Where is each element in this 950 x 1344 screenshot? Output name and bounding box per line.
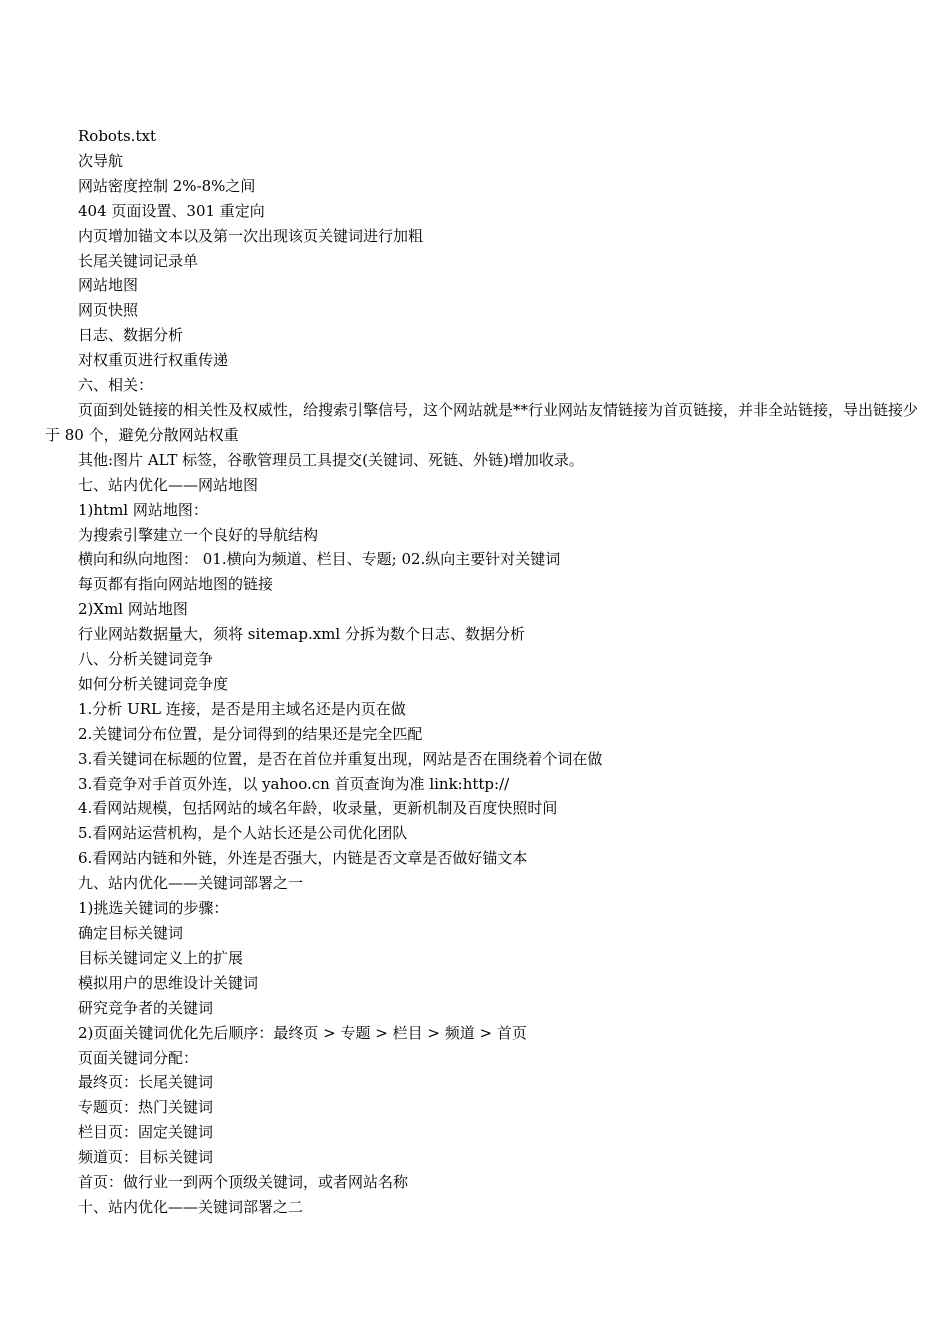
paragraph-channel-page: 频道页：目标关键词 [78, 1148, 214, 1167]
section-heading-8: 八、分析关键词竞争 [78, 650, 214, 669]
section-heading-6: 六、相关： [78, 376, 154, 395]
paragraph-xml-sitemap: 2)Xml 网站地图 [78, 600, 188, 619]
section-heading-9: 九、站内优化——关键词部署之一 [78, 874, 304, 893]
paragraph-optimization-order: 2)页面关键词优化先后顺序：最终页 > 专题 > 栏目 > 频道 > 首页 [78, 1023, 527, 1042]
paragraph-keyword-extension: 目标关键词定义上的扩展 [78, 948, 244, 967]
paragraph-keyword-steps: 1)挑选关键词的步骤： [78, 899, 229, 918]
paragraph-horizontal-vertical: 横向和纵向地图： 01.横向为频道、栏目、专题; 02.纵向主要针对关键词 [78, 550, 561, 569]
list-item-4: 4.看网站规模，包括网站的域名年龄，收录量，更新机制及百度快照时间 [78, 799, 558, 818]
paragraph-nav-structure: 为搜索引擎建立一个良好的导航结构 [78, 525, 319, 544]
paragraph-final-page: 最终页：长尾关键词 [78, 1073, 214, 1092]
paragraph-target-keyword: 确定目标关键词 [78, 924, 184, 942]
paragraph-snapshot: 网页快照 [78, 301, 139, 320]
paragraph-html-sitemap: 1)html 网站地图： [78, 500, 208, 519]
list-item-3b: 3.看竞争对手首页外连，以 yahoo.cn 首页查询为准 link:http:// [78, 774, 510, 793]
paragraph-competition-how: 如何分析关键词竞争度 [78, 674, 229, 693]
section-heading-7: 七、站内优化——网站地图 [78, 475, 259, 494]
paragraph-404-301: 404 页面设置、301 重定向 [78, 201, 265, 220]
paragraph-keyword-allocation: 页面关键词分配： [78, 1048, 199, 1067]
paragraph-split-sitemap: 行业网站数据量大，须将 sitemap.xml 分拆为数个日志、数据分析 [78, 625, 525, 644]
paragraph-robots: Robots.txt [78, 127, 156, 145]
paragraph-home-page: 首页：做行业一到两个顶级关键词，或者网站名称 [78, 1173, 409, 1192]
paragraph-user-thinking: 模拟用户的思维设计关键词 [78, 973, 259, 992]
paragraph-link-to-sitemap: 每页都有指向网站地图的链接 [78, 575, 274, 594]
list-item-3a: 3.看关键词在标题的位置，是否在首位并重复出现，网站是否在围绕着个词在做 [78, 749, 603, 768]
document-body [45, 124, 930, 1220]
list-item-5: 5.看网站运营机构，是个人站长还是公司优化团队 [78, 824, 408, 843]
paragraph-link-relevance: 页面到处链接的相关性及权威性，给搜索引擎信号，这个网站就是**行业网站友情链接为首页链接，并非全站链接，导出链接少于 80 个，避免分散网站权重 [45, 400, 919, 444]
paragraph-weight-transfer: 对权重页进行权重传递 [78, 351, 229, 370]
paragraph-column-page: 栏目页：固定关键词 [78, 1123, 214, 1142]
paragraph-log-analysis: 日志、数据分析 [78, 326, 184, 345]
paragraph-density: 网站密度控制 2%-8%之间 [78, 176, 256, 195]
list-item-2: 2.关键词分布位置，是分词得到的结果还是完全匹配 [78, 724, 423, 743]
list-item-6: 6.看网站内链和外链，外连是否强大，内链是否文章是否做好锚文本 [78, 849, 528, 868]
paragraph-secondary-nav: 次导航 [78, 151, 124, 170]
paragraph-sitemap: 网站地图 [78, 276, 139, 295]
paragraph-long-tail: 长尾关键词记录单 [78, 251, 199, 270]
paragraph-competitor-keywords: 研究竞争者的关键词 [78, 998, 214, 1017]
list-item-1: 1.分析 URL 连接，是否是用主域名还是内页在做 [78, 699, 406, 718]
paragraph-anchor-text: 内页增加锚文本以及第一次出现该页关键词进行加粗 [78, 226, 424, 245]
paragraph-other: 其他:图片 ALT 标签，谷歌管理员工具提交(关键词、死链、外链)增加收录。 [78, 450, 584, 469]
section-heading-10: 十、站内优化——关键词部署之二 [78, 1197, 304, 1216]
paragraph-topic-page: 专题页：热门关键词 [78, 1098, 214, 1117]
